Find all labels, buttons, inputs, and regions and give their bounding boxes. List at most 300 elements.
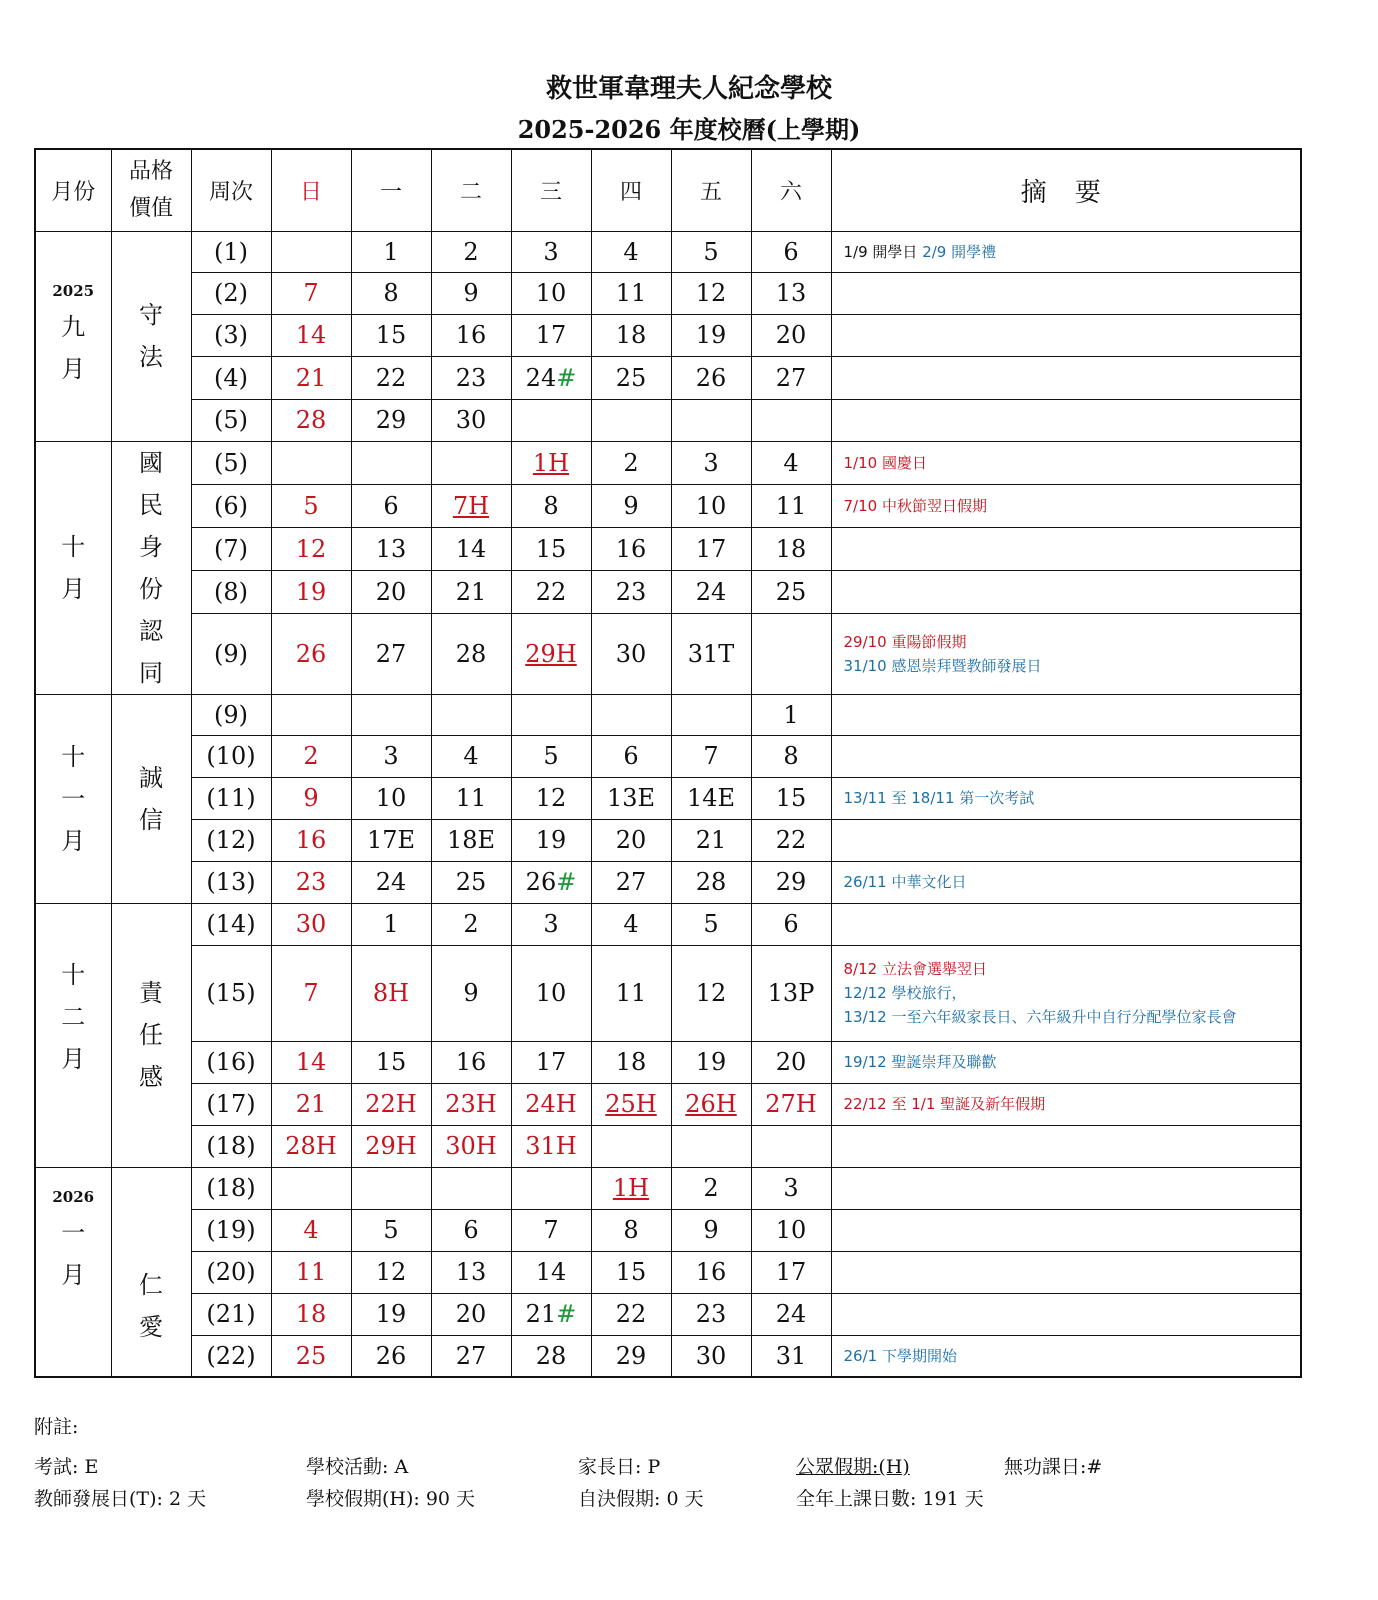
day-cell <box>751 819 831 861</box>
day-number: 1 <box>383 910 399 938</box>
day-cell <box>511 735 591 777</box>
summary-cell <box>831 903 1301 945</box>
summary-note: 31/10 感恩崇拜暨教師發展日 <box>843 656 1042 675</box>
week-row <box>35 1335 1301 1377</box>
day-cell <box>351 694 431 735</box>
day-cell <box>751 399 831 441</box>
day-number: 3 <box>543 237 559 266</box>
day-number: 13P <box>767 979 815 1007</box>
day-number: 10 <box>535 979 567 1007</box>
day-cell <box>671 1209 751 1251</box>
value-cell <box>111 441 191 694</box>
week-number: (14) <box>191 903 271 945</box>
day-number: 10 <box>535 279 567 307</box>
day-cell <box>351 1335 431 1377</box>
day-cell <box>591 777 671 819</box>
day-number: 12 <box>535 784 567 812</box>
day-number: 5 <box>543 742 559 770</box>
day-cell <box>351 399 431 441</box>
day-number: 18E <box>446 826 496 854</box>
day-number: 5 <box>703 910 719 938</box>
week-row <box>35 356 1301 399</box>
header-thu: 四 <box>591 149 671 231</box>
day-cell <box>591 231 671 272</box>
day-cell <box>351 903 431 945</box>
day-cell <box>431 903 511 945</box>
day-number: 8 <box>543 491 559 520</box>
day-cell <box>591 1125 671 1167</box>
week-number: (12) <box>191 819 271 861</box>
day-number: 16 <box>295 826 327 854</box>
week-row <box>35 441 1301 484</box>
day-cell <box>751 272 831 314</box>
day-cell <box>671 945 751 1041</box>
day-cell <box>591 1167 671 1209</box>
month-name: 九月 <box>61 313 86 383</box>
value-cell <box>111 694 191 903</box>
day-number: 4 <box>623 910 639 938</box>
day-cell <box>431 441 511 484</box>
week-row <box>35 694 1301 735</box>
day-number: 30 <box>295 910 327 938</box>
day-number: 30 <box>455 406 487 434</box>
day-cell <box>351 527 431 570</box>
day-cell <box>671 819 751 861</box>
character-value: 仁愛 <box>139 1270 163 1341</box>
day-cell <box>351 1041 431 1083</box>
week-number: (19) <box>191 1209 271 1251</box>
day-cell <box>671 1167 751 1209</box>
header-fri: 五 <box>671 149 751 231</box>
day-number: 6 <box>623 742 639 770</box>
day-cell <box>271 441 351 484</box>
day-cell <box>511 571 591 614</box>
day-number: 8 <box>623 1216 639 1244</box>
day-cell <box>511 356 591 399</box>
day-number: 14 <box>295 321 327 349</box>
day-cell <box>351 735 431 777</box>
summary-cell <box>831 1209 1301 1251</box>
summary-cell <box>831 1251 1301 1293</box>
day-cell <box>591 1293 671 1335</box>
summary-cell <box>831 484 1301 527</box>
day-cell <box>671 903 751 945</box>
day-number: 30 <box>695 1341 727 1370</box>
day-cell <box>511 1335 591 1377</box>
day-number: 27 <box>775 363 807 392</box>
week-number: (15) <box>191 945 271 1041</box>
day-cell <box>431 1125 511 1167</box>
day-cell <box>511 903 591 945</box>
day-cell <box>591 314 671 356</box>
week-number: (8) <box>191 571 271 614</box>
day-number: 19 <box>535 826 567 854</box>
day-number: 7 <box>303 979 319 1007</box>
day-number: 14E <box>686 784 736 812</box>
week-number: (22) <box>191 1335 271 1377</box>
day-cell <box>431 356 511 399</box>
month-name: 十月 <box>61 532 86 603</box>
day-number: 9 <box>703 1216 719 1244</box>
day-cell <box>751 903 831 945</box>
calendar-title: 2025-2026 年度校曆(上學期) <box>517 115 861 144</box>
week-row <box>35 1209 1301 1251</box>
day-cell <box>431 1251 511 1293</box>
week-number: (11) <box>191 777 271 819</box>
day-cell <box>591 1209 671 1251</box>
day-number: 4 <box>623 237 639 266</box>
day-number: 18 <box>295 1300 327 1328</box>
character-value: 守法 <box>139 301 163 371</box>
day-number: 23H <box>445 1090 497 1118</box>
legend-public-holiday: 公眾假期:(H) <box>796 1456 910 1478</box>
day-cell <box>751 861 831 903</box>
day-number: 14 <box>295 1048 327 1076</box>
day-cell <box>271 356 351 399</box>
day-cell <box>511 441 591 484</box>
summary-note: 12/12 學校旅行， <box>843 984 967 1002</box>
day-number: 17E <box>366 826 416 854</box>
day-number: 17 <box>775 1258 807 1286</box>
day-cell <box>671 484 751 527</box>
week-number: (1) <box>191 231 271 272</box>
day-number: 10 <box>375 784 407 812</box>
day-number: 22 <box>615 1300 647 1328</box>
day-number: 19 <box>375 1300 407 1328</box>
day-cell <box>271 1125 351 1167</box>
month-name: 十二月 <box>61 960 86 1073</box>
no-homework-mark: # <box>556 363 577 392</box>
week-row <box>35 777 1301 819</box>
day-cell <box>591 1335 671 1377</box>
day-number: 14 <box>455 534 487 563</box>
day-number: 22 <box>535 578 567 607</box>
day-number: 7 <box>303 279 319 307</box>
day-cell <box>751 231 831 272</box>
calendar-body <box>35 231 1301 1377</box>
day-number: 1 <box>383 237 399 266</box>
day-cell <box>671 314 751 356</box>
day-cell <box>271 571 351 614</box>
week-row <box>35 1293 1301 1335</box>
day-cell <box>591 945 671 1041</box>
day-number: 12 <box>695 279 727 307</box>
day-cell <box>671 1125 751 1167</box>
day-number: 20 <box>775 321 807 349</box>
day-number: 22 <box>775 826 807 854</box>
week-row <box>35 527 1301 570</box>
day-number: 25 <box>295 1341 327 1370</box>
day-number: 29H <box>365 1132 417 1160</box>
day-number: 3 <box>783 1174 799 1202</box>
day-cell <box>351 614 431 694</box>
day-cell <box>431 272 511 314</box>
week-row <box>35 399 1301 441</box>
day-number: 8 <box>783 742 799 770</box>
day-cell <box>511 1083 591 1125</box>
day-number: 28 <box>695 868 727 896</box>
summary-note: 7/10 中秋節翌日假期 <box>843 496 987 515</box>
day-cell <box>271 777 351 819</box>
day-number: 23 <box>615 578 647 607</box>
day-cell <box>591 694 671 735</box>
day-number: 22 <box>375 363 407 392</box>
day-cell <box>751 1167 831 1209</box>
day-cell <box>431 314 511 356</box>
day-cell <box>591 1251 671 1293</box>
day-cell <box>271 735 351 777</box>
day-number: 16 <box>455 321 487 349</box>
header-month: 月份 <box>35 149 111 231</box>
day-number: 3 <box>383 742 399 770</box>
day-number: 1H <box>532 448 570 477</box>
day-number: 21 <box>455 578 487 607</box>
day-number: 19 <box>695 321 727 349</box>
day-number: 27 <box>615 868 647 896</box>
day-number: 5 <box>383 1216 399 1244</box>
day-cell <box>511 1293 591 1335</box>
day-cell <box>351 1293 431 1335</box>
month-cell <box>35 694 111 903</box>
day-cell <box>431 484 511 527</box>
day-cell <box>671 861 751 903</box>
legend-activity: 學校活動: A <box>306 1456 409 1478</box>
day-cell <box>591 1083 671 1125</box>
day-cell <box>431 1293 511 1335</box>
day-cell <box>351 484 431 527</box>
summary-cell <box>831 861 1301 903</box>
day-cell <box>351 1251 431 1293</box>
day-cell <box>271 614 351 694</box>
day-cell <box>271 1209 351 1251</box>
day-number: 24 <box>525 363 557 392</box>
day-number: 26 <box>695 363 727 392</box>
week-number: (3) <box>191 314 271 356</box>
day-cell <box>511 819 591 861</box>
day-number: 20 <box>615 826 647 854</box>
day-number: 19 <box>295 578 327 607</box>
day-number: 29 <box>375 406 407 434</box>
day-number: 15 <box>375 1048 407 1076</box>
day-number: 15 <box>375 321 407 349</box>
day-cell <box>271 1335 351 1377</box>
summary-cell <box>831 356 1301 399</box>
stat-self-decided: 自決假期: 0 天 <box>578 1488 704 1510</box>
day-cell <box>671 231 751 272</box>
week-number: (17) <box>191 1083 271 1125</box>
summary-note: 2/9 開學禮 <box>917 242 997 261</box>
summary-cell <box>831 1167 1301 1209</box>
header-summary: 摘 要 <box>831 149 1301 231</box>
day-number: 2 <box>463 237 479 266</box>
week-row <box>35 614 1301 694</box>
day-number: 16 <box>455 1048 487 1076</box>
day-cell <box>431 1167 511 1209</box>
day-cell <box>671 1251 751 1293</box>
week-number: (5) <box>191 399 271 441</box>
day-number: 15 <box>775 784 807 812</box>
year-label: 2025 <box>52 282 95 300</box>
month-name: 十一月 <box>61 742 86 855</box>
day-number: 17 <box>695 534 727 563</box>
day-number: 12 <box>295 534 327 563</box>
day-cell <box>671 441 751 484</box>
day-number: 1H <box>612 1174 650 1202</box>
day-number: 7 <box>703 742 719 770</box>
day-cell <box>271 272 351 314</box>
day-cell <box>751 1251 831 1293</box>
week-row <box>35 861 1301 903</box>
day-number: 6 <box>383 491 399 520</box>
day-number: 18 <box>775 534 807 563</box>
day-cell <box>271 819 351 861</box>
day-cell <box>431 1083 511 1125</box>
week-row <box>35 1251 1301 1293</box>
day-cell <box>591 861 671 903</box>
day-cell <box>591 735 671 777</box>
summary-cell <box>831 777 1301 819</box>
header-sun: 日 <box>271 149 351 231</box>
day-number: 11 <box>775 491 807 520</box>
day-cell <box>351 1125 431 1167</box>
summary-cell <box>831 399 1301 441</box>
summary-cell <box>831 945 1301 1041</box>
day-cell <box>591 614 671 694</box>
day-cell <box>271 1083 351 1125</box>
value-cell <box>111 903 191 1167</box>
day-number: 11 <box>455 784 487 812</box>
day-number: 2 <box>303 742 319 770</box>
day-cell <box>671 1335 751 1377</box>
day-number: 9 <box>623 491 639 520</box>
day-number: 9 <box>463 979 479 1007</box>
week-number: (21) <box>191 1293 271 1335</box>
month-cell <box>35 231 111 441</box>
day-cell <box>671 571 751 614</box>
header-tue: 二 <box>431 149 511 231</box>
summary-note: 19/12 聖誕崇拜及聯歡 <box>843 1053 997 1071</box>
day-cell <box>671 777 751 819</box>
day-number: 9 <box>303 784 319 812</box>
day-cell <box>271 945 351 1041</box>
day-number: 27 <box>455 1341 487 1370</box>
day-cell <box>431 1041 511 1083</box>
day-number: 15 <box>615 1258 647 1286</box>
day-cell <box>431 614 511 694</box>
day-number: 4 <box>783 448 799 477</box>
day-cell <box>751 484 831 527</box>
day-cell <box>271 1167 351 1209</box>
week-row <box>35 903 1301 945</box>
day-cell <box>751 1041 831 1083</box>
day-cell <box>751 694 831 735</box>
character-value: 責任感 <box>139 979 163 1091</box>
day-number: 17 <box>535 321 567 349</box>
no-homework-mark: # <box>556 1300 577 1328</box>
day-number: 8 <box>383 279 399 307</box>
day-cell <box>511 1167 591 1209</box>
summary-cell <box>831 527 1301 570</box>
month-cell <box>35 903 111 1167</box>
month-cell <box>35 1167 111 1377</box>
week-number: (13) <box>191 861 271 903</box>
day-cell <box>271 399 351 441</box>
day-number: 30 <box>615 639 647 668</box>
summary-cell <box>831 614 1301 694</box>
week-row <box>35 272 1301 314</box>
day-cell <box>351 945 431 1041</box>
day-number: 23 <box>455 363 487 392</box>
day-number: 24 <box>375 868 407 896</box>
day-number: 29H <box>525 639 577 668</box>
day-number: 11 <box>615 279 647 307</box>
school-calendar-table <box>34 148 1302 1378</box>
week-row <box>35 314 1301 356</box>
day-number: 6 <box>463 1216 479 1244</box>
week-row <box>35 1125 1301 1167</box>
day-number: 25 <box>615 363 647 392</box>
day-number: 13 <box>375 534 407 563</box>
day-cell <box>751 777 831 819</box>
day-number: 16 <box>695 1258 727 1286</box>
day-cell <box>271 903 351 945</box>
week-number: (10) <box>191 735 271 777</box>
day-number: 19 <box>695 1048 727 1076</box>
day-number: 28 <box>295 406 327 434</box>
summary-cell <box>831 231 1301 272</box>
day-cell <box>671 1083 751 1125</box>
summary-cell <box>831 441 1301 484</box>
legend-exam: 考試: E <box>34 1456 99 1478</box>
day-cell <box>431 861 511 903</box>
day-number: 13 <box>775 279 807 307</box>
day-cell <box>431 735 511 777</box>
day-number: 21 <box>295 363 327 392</box>
summary-note: 26/11 中華文化日 <box>843 873 967 891</box>
day-number: 21 <box>695 826 727 854</box>
day-cell <box>431 819 511 861</box>
day-cell <box>271 1251 351 1293</box>
day-cell <box>271 861 351 903</box>
legend-parent-day: 家長日: P <box>578 1456 661 1478</box>
week-number: (9) <box>191 614 271 694</box>
day-cell <box>271 694 351 735</box>
character-value: 誠信 <box>139 763 163 834</box>
summary-cell <box>831 1293 1301 1335</box>
day-number: 4 <box>463 742 479 770</box>
day-number: 3 <box>703 448 719 477</box>
day-number: 25H <box>605 1090 657 1118</box>
day-number: 31 <box>775 1341 807 1370</box>
day-cell <box>351 441 431 484</box>
day-number: 25 <box>455 868 487 896</box>
summary-cell <box>831 1335 1301 1377</box>
day-number: 22H <box>365 1090 417 1118</box>
day-cell <box>351 272 431 314</box>
stat-teacher-dev: 教師發展日(T): 2 天 <box>34 1488 207 1510</box>
day-cell <box>751 356 831 399</box>
day-number: 4 <box>303 1216 319 1244</box>
week-row <box>35 819 1301 861</box>
day-cell <box>511 1125 591 1167</box>
day-number: 7H <box>452 491 490 520</box>
day-number: 13E <box>606 784 656 812</box>
day-number: 30H <box>445 1132 497 1160</box>
day-number: 27H <box>765 1090 817 1118</box>
day-number: 26 <box>375 1341 407 1370</box>
summary-cell <box>831 272 1301 314</box>
day-number: 28H <box>285 1132 337 1160</box>
